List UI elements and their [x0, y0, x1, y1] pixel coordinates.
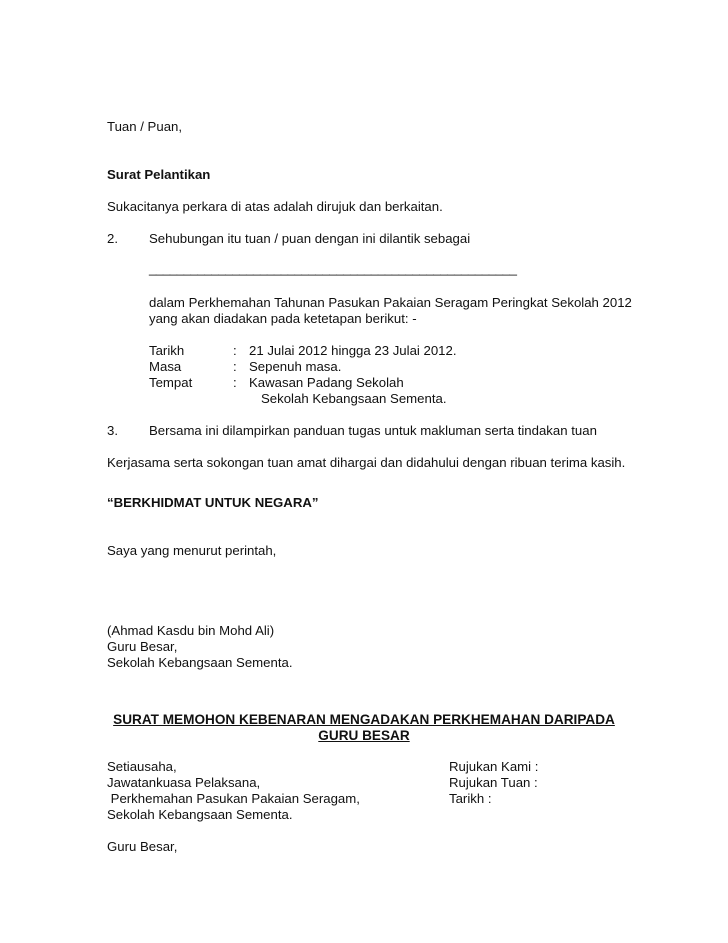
intro-paragraph: Sukacitanya perkara di atas adalah dirujuk dan berkaitan.	[107, 199, 443, 214]
sender-line: Sekolah Kebangsaan Sementa.	[107, 807, 293, 822]
ref-kami-label: Rujukan Kami :	[449, 759, 539, 774]
tempat-value: Kawasan Padang Sekolah	[249, 375, 404, 390]
tempat-colon: :	[233, 375, 237, 390]
signatory-school: Sekolah Kebangsaan Sementa.	[107, 655, 293, 670]
sign-off: Saya yang menurut perintah,	[107, 543, 277, 558]
masa-colon: :	[233, 359, 237, 374]
signatory-name: (Ahmad Kasdu bin Mohd Ali)	[107, 623, 275, 638]
masa-label: Masa	[149, 359, 182, 374]
para2-line1: dalam Perkhemahan Tahunan Pasukan Pakaian Seragam Peringkat Sekolah 2012	[149, 295, 632, 310]
tempat-value-line2: Sekolah Kebangsaan Sementa.	[261, 391, 447, 406]
para2-text: Sehubungan itu tuan / puan dengan ini dilantik sebagai	[149, 231, 471, 246]
tarikh-value: 21 Julai 2012 hingga 23 Julai 2012.	[249, 343, 457, 358]
subject-heading: Surat Pelantikan	[107, 167, 211, 182]
para3-text: Bersama ini dilampirkan panduan tugas untuk makluman serta tindakan tuan	[149, 423, 597, 438]
recipient: Guru Besar,	[107, 839, 178, 854]
sender-line: Perkhemahan Pasukan Pakaian Seragam,	[107, 791, 360, 806]
salutation: Tuan / Puan,	[107, 119, 183, 134]
para2-number: 2.	[107, 231, 118, 246]
signatory-title: Guru Besar,	[107, 639, 178, 654]
closing-paragraph: Kerjasama serta sokongan tuan amat dihargai dan didahului dengan ribuan terima kasih.	[107, 455, 626, 470]
ref-tuan-label: Rujukan Tuan :	[449, 775, 538, 790]
sender-line: Jawatankuasa Pelaksana,	[107, 775, 261, 790]
tarikh-colon: :	[233, 343, 237, 358]
tarikh-label: Tarikh	[149, 343, 185, 358]
section2-heading-line1: SURAT MEMOHON KEBENARAN MENGADAKAN PERKHEMAHAN DARIPADA	[113, 712, 615, 727]
masa-value: Sepenuh masa.	[249, 359, 342, 374]
ref-tarikh-label: Tarikh :	[449, 791, 492, 806]
appointment-blank-line: _____________________________________________________	[149, 261, 517, 276]
section2-heading-line2: GURU BESAR	[318, 728, 410, 743]
sender-line: Setiausaha,	[107, 759, 177, 774]
motto: “BERKHIDMAT UNTUK NEGARA”	[107, 495, 319, 510]
tempat-label: Tempat	[149, 375, 193, 390]
para3-number: 3.	[107, 423, 118, 438]
para2-line2: yang akan diadakan pada ketetapan berikut: -	[149, 311, 417, 326]
